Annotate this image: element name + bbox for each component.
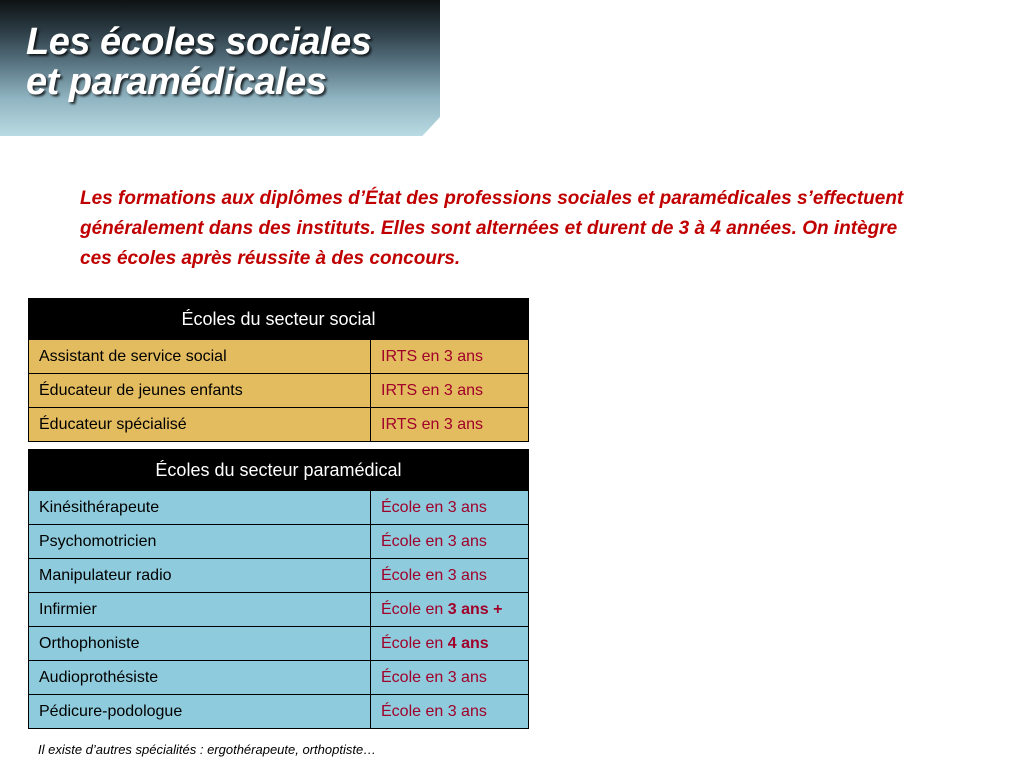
table-header-row: [29, 299, 529, 340]
profession-cell: Audioprothésiste: [29, 661, 371, 695]
duration-cell: École en 3 ans: [371, 695, 529, 729]
duration-prefix: École en: [381, 600, 448, 618]
duration-cell: IRTS en 3 ans: [371, 340, 529, 374]
table-row: [29, 340, 529, 374]
social-schools-table: [28, 298, 529, 442]
intro-text: Les formations aux diplômes d’État des professions sociales et paramédicales s’effectuent généralement dans des instituts. Elles sont alternées et durent de 3 à 4 années. On intègre ces écoles après réussite à des concours.: [80, 188, 904, 269]
slide-title: [26, 22, 371, 102]
duration-emphasis: 3 ans +: [447, 600, 503, 618]
table-row: [29, 374, 529, 408]
profession-cell: Psychomotricien: [29, 525, 371, 559]
profession-cell: Infirmier: [29, 593, 371, 627]
table-header: Écoles du secteur paramédical: [29, 450, 529, 491]
table-row: [29, 593, 529, 627]
table-row: [29, 491, 529, 525]
table-header-row: [29, 450, 529, 491]
duration-cell: École en 3 ans: [371, 559, 529, 593]
duration-cell: École en 3 ans: [371, 661, 529, 695]
table-row: [29, 408, 529, 442]
profession-cell: Orthophoniste: [29, 627, 371, 661]
table-row: [29, 525, 529, 559]
duration-cell: [371, 593, 529, 627]
duration-emphasis: 4 ans: [447, 634, 489, 652]
duration-cell: École en 3 ans: [371, 525, 529, 559]
profession-cell: Éducateur spécialisé: [29, 408, 371, 442]
duration-cell: [371, 627, 529, 661]
duration-cell: École en 3 ans: [371, 491, 529, 525]
footnote: Il existe d’autres spécialités : ergothérapeute, orthoptiste…: [38, 742, 377, 757]
slide-title-line1: Les écoles sociales: [26, 21, 372, 63]
table-row: [29, 695, 529, 729]
profession-cell: Éducateur de jeunes enfants: [29, 374, 371, 408]
slide-title-line2: et paramédicales: [26, 61, 327, 103]
table-row: [29, 627, 529, 661]
table-row: [29, 559, 529, 593]
table-header: Écoles du secteur social: [29, 299, 529, 340]
profession-cell: Manipulateur radio: [29, 559, 371, 593]
duration-cell: IRTS en 3 ans: [371, 408, 529, 442]
profession-cell: Pédicure-podologue: [29, 695, 371, 729]
profession-cell: Assistant de service social: [29, 340, 371, 374]
table-row: [29, 661, 529, 695]
paramedical-schools-table: [28, 449, 529, 729]
profession-cell: Kinésithérapeute: [29, 491, 371, 525]
duration-prefix: École en: [381, 634, 448, 652]
duration-cell: IRTS en 3 ans: [371, 374, 529, 408]
